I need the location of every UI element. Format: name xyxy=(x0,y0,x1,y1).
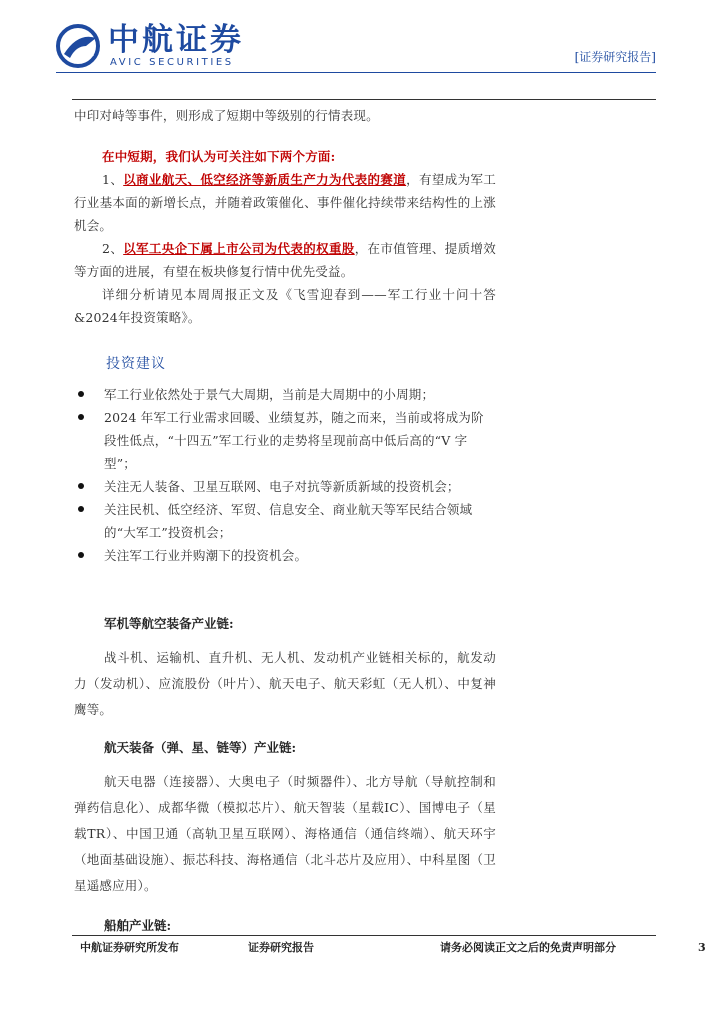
bullet-icon xyxy=(78,391,84,397)
content-top-divider xyxy=(72,99,656,100)
list-item: 2024 年军工行业需求回暖、业绩复苏，随之而来，当前或将成为阶段性低点，“十四五”军工行业的走势将呈现前高中低后高的“V 字型”； xyxy=(74,406,496,475)
list-item: 军工行业依然处于景气大周期，当前是大周期中的小周期； xyxy=(74,383,496,406)
list-item: 关注军工行业并购潮下的投资机会。 xyxy=(74,544,496,567)
investment-advice-title: 投资建议 xyxy=(106,356,166,372)
report-type-tag: [证券研究报告] xyxy=(574,50,656,64)
page-number: 3 xyxy=(698,941,706,954)
header-divider xyxy=(56,72,656,73)
chain-title-shipbuilding: 船舶产业链: xyxy=(104,918,172,933)
logo-text: AVIC xyxy=(76,50,95,58)
focus-item-2-number: 2、 xyxy=(102,241,124,256)
bullet-icon xyxy=(78,506,84,512)
list-item: 关注无人装备、卫星互联网、电子对抗等新质新域的投资机会； xyxy=(74,475,496,498)
focus-item-2 xyxy=(74,237,496,283)
bullet-icon xyxy=(78,483,84,489)
mid-term-heading: 在中短期，我们认为可关注如下两个方面: xyxy=(102,149,336,164)
brand-name-cn: 中航证券 xyxy=(108,22,244,58)
footer-report-type: 证券研究报告 xyxy=(248,941,314,954)
intro-paragraph: 中印对峙等事件，则形成了短期中等级别的行情表现。 xyxy=(74,108,379,123)
bullet-icon xyxy=(78,552,84,558)
footer-divider xyxy=(72,935,656,936)
focus-item-1-highlight: 以商业航天、低空经济等新质生产力为代表的赛道 xyxy=(123,172,407,187)
chain-text-aviation: 战斗机、运输机、直升机、无人机、发动机产业链相关标的，航发动力（发动机）、应流股份（叶片）、航天电子、航天彩虹（无人机）、中复神鹰等。 xyxy=(74,650,496,717)
report-body xyxy=(74,104,496,937)
focus-item-1-number: 1、 xyxy=(102,172,124,187)
list-item: 关注民机、低空经济、军贸、信息安全、商业航天等军民结合领域的“大军工”投资机会； xyxy=(74,498,496,544)
focus-item-1 xyxy=(74,168,496,237)
focus-item-2-highlight: 以军工央企下属上市公司为代表的权重股 xyxy=(123,241,355,256)
chain-title-aerospace: 航天装备（弹、星、链等）产业链: xyxy=(104,740,297,755)
bullet-icon xyxy=(78,414,84,420)
chain-title-aviation: 军机等航空装备产业链: xyxy=(104,616,234,631)
detail-reference: 详细分析请见本周周报正文及《飞雪迎春到——军工行业十问十答&2024年投资策略》。 xyxy=(74,287,496,325)
brand-name-en: AVIC SECURITIES xyxy=(110,57,234,68)
focus-item-1-text: ，有望成为军工行业基本面的新增长点，并随着政策催化、事件催化持续带来结构性的上涨机会。 xyxy=(74,172,497,233)
investment-bullet-list xyxy=(74,383,496,567)
focus-item-2-text: ，在市值管理、提质增效等方面的进展，有望在板块修复行情中优先受益。 xyxy=(74,241,496,279)
chain-text-aerospace: 航天电器（连接器）、大奥电子（时频器件）、北方导航（导航控制和弹药信息化）、成都华微（模拟芯片）、航天智装（星载IC）、国博电子（星载TR）、中国卫通（高轨卫星互联网）、海格通信（通信终端）、航天环宇（地面基础设施）、振芯科技、海格通信（北斗芯片及应用）、中科星图（卫星遥感应用）。 xyxy=(74,774,496,893)
footer-disclaimer-note: 请务必阅读正文之后的免责声明部分 xyxy=(440,941,616,954)
avic-logo-icon xyxy=(56,24,100,68)
footer-publisher: 中航证券研究所发布 xyxy=(80,941,179,954)
